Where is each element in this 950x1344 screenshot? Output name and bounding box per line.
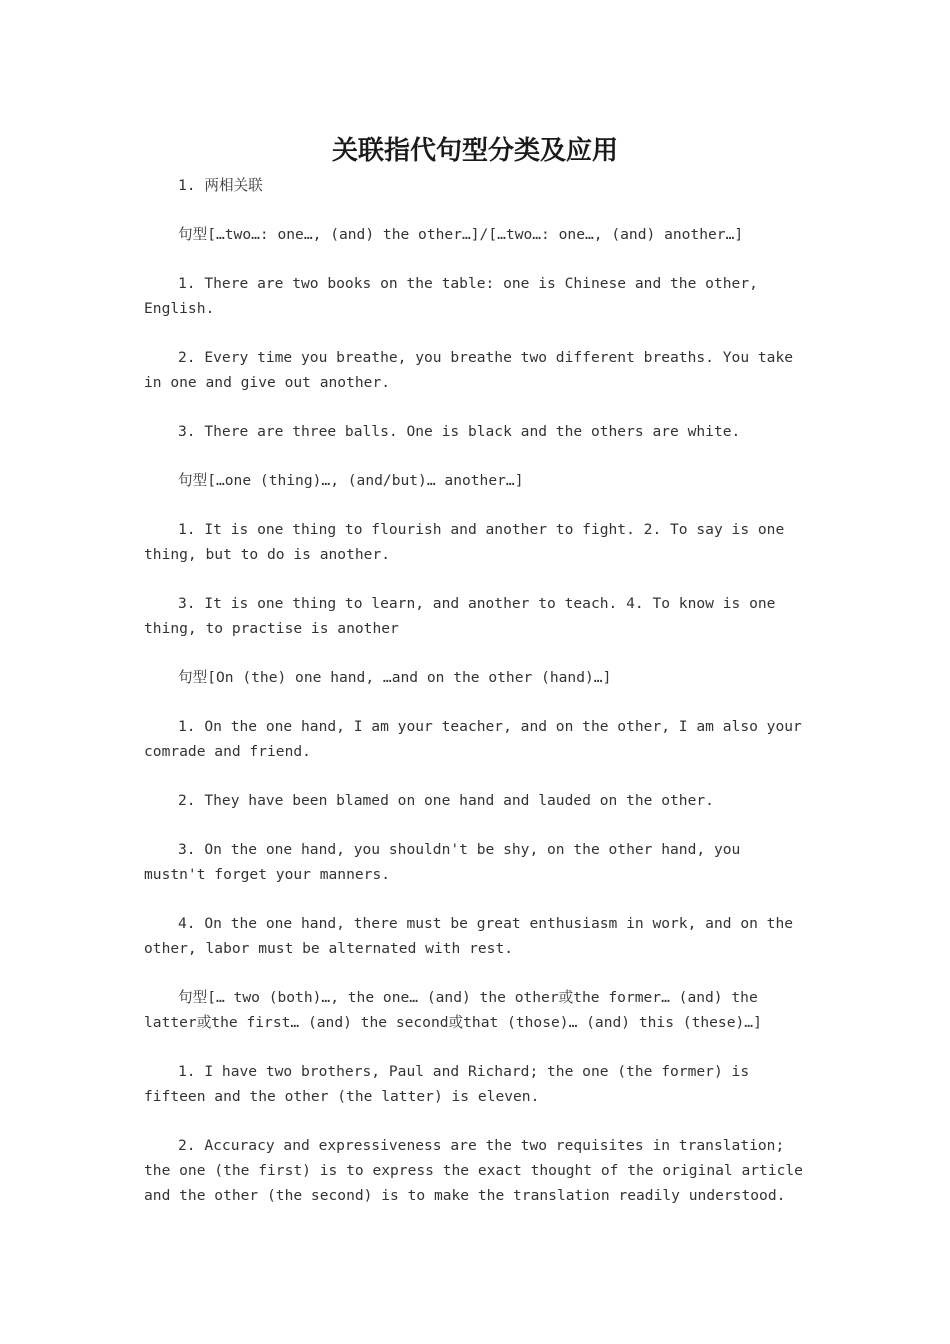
example-paragraph: 4. On the one hand, there must be great enthusiasm in work, and on the other, labor must be alternated with rest. xyxy=(144,915,794,957)
document-title: 关联指代句型分类及应用 xyxy=(331,136,618,166)
pattern-heading: 句型[… two (both)…, the one… (and) the other或the former… (and) the latter或the first… (and) the second或that (those)… (and) this (these)…] xyxy=(144,989,762,1031)
example-paragraph: 1. It is one thing to flourish and another to fight. 2. To say is one thing, but to do is another. xyxy=(144,521,785,563)
example-paragraph: 1. I have two brothers, Paul and Richard; the one (the former) is fifteen and the other (the latter) is eleven. xyxy=(144,1063,750,1105)
document-body xyxy=(144,173,808,1232)
example-paragraph: 1. On the one hand, I am your teacher, and on the other, I am also your comrade and friend. xyxy=(144,718,802,760)
pattern-heading: 句型[…two…: one…, (and) the other…]/[…two…: one…, (and) another…] xyxy=(178,226,744,243)
example-paragraph: 2. Accuracy and expressiveness are the two requisites in translation; the one (the first) is to express the exact thought of the original article and the other (the second) is to make the translation readily understood. xyxy=(144,1137,803,1204)
example-paragraph: 2. Every time you breathe, you breathe two different breaths. You take in one and give out another. xyxy=(144,349,794,391)
example-paragraph: 1. There are two books on the table: one is Chinese and the other, English. xyxy=(144,275,758,317)
pattern-heading: 句型[On (the) one hand, …and on the other (hand)…] xyxy=(178,669,612,686)
example-paragraph: 3. It is one thing to learn, and another to teach. 4. To know is one thing, to practise is another xyxy=(144,595,776,637)
example-paragraph: 2. They have been blamed on one hand and lauded on the other. xyxy=(178,792,714,809)
example-paragraph: 3. On the one hand, you shouldn't be shy, on the other hand, you mustn't forget your manners. xyxy=(144,841,741,883)
example-paragraph: 3. There are three balls. One is black and the others are white. xyxy=(178,423,741,440)
pattern-heading: 句型[…one (thing)…, (and/but)… another…] xyxy=(178,472,524,489)
section-heading: 1. 两相关联 xyxy=(178,177,263,194)
